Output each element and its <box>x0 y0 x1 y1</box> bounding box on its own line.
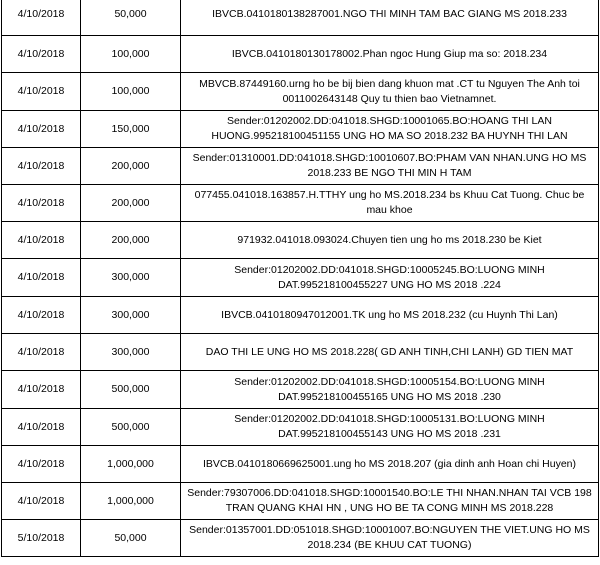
description-cell: IBVCB.0410180138287001.NGO THI MINH TAM BAC GIANG MS 2018.233 <box>181 0 599 36</box>
table-row <box>2 446 599 483</box>
description-cell: Sender:79307006.DD:041018.SHGD:10001540.BO:LE THI NHAN.NHAN TAI VCB 198 TRAN QUANG KHAI HN , UNG HO BE TA CONG MINH MS 2018.228 <box>181 483 599 520</box>
table-row <box>2 222 599 259</box>
description-cell: Sender:01357001.DD:051018.SHGD:10001007.BO:NGUYEN THE VIET.UNG HO MS 2018.234 (BE KHUU CAT TUONG) <box>181 520 599 557</box>
date-cell: 4/10/2018 <box>2 73 81 111</box>
description-cell: Sender:01310001.DD:041018.SHGD:10010607.BO:PHAM VAN NHAN.UNG HO MS 2018.233 BE NGO THI MIN H TAM <box>181 148 599 185</box>
description-cell: IBVCB.0410180130178002.Phan ngoc Hung Giup ma so: 2018.234 <box>181 36 599 73</box>
date-cell: 4/10/2018 <box>2 259 81 297</box>
date-cell: 4/10/2018 <box>2 185 81 222</box>
date-cell: 4/10/2018 <box>2 36 81 73</box>
amount-cell: 50,000 <box>81 520 181 557</box>
amount-cell: 300,000 <box>81 259 181 297</box>
table-row <box>2 483 599 520</box>
amount-cell: 150,000 <box>81 111 181 148</box>
amount-cell: 300,000 <box>81 334 181 371</box>
description-cell: Sender:01202002.DD:041018.SHGD:10005245.BO:LUONG MINH DAT.995218100455227 UNG HO MS 2018 .224 <box>181 259 599 297</box>
date-cell: 4/10/2018 <box>2 222 81 259</box>
amount-cell: 1,000,000 <box>81 446 181 483</box>
date-cell: 4/10/2018 <box>2 0 81 36</box>
description-cell: MBVCB.87449160.urng ho be bij bien dang khuon mat .CT tu Nguyen The Anh toi 0011002643148 Quy tu thien bao Vietnamnet. <box>181 73 599 111</box>
date-cell: 4/10/2018 <box>2 334 81 371</box>
amount-cell: 300,000 <box>81 297 181 334</box>
table-row <box>2 111 599 148</box>
amount-cell: 1,000,000 <box>81 483 181 520</box>
date-cell: 4/10/2018 <box>2 409 81 446</box>
description-cell: Sender:01202002.DD:041018.SHGD:10005131.BO:LUONG MINH DAT.995218100455143 UNG HO MS 2018 .231 <box>181 409 599 446</box>
date-cell: 5/10/2018 <box>2 520 81 557</box>
amount-cell: 500,000 <box>81 371 181 409</box>
date-cell: 4/10/2018 <box>2 483 81 520</box>
date-cell: 4/10/2018 <box>2 111 81 148</box>
date-cell: 4/10/2018 <box>2 371 81 409</box>
amount-cell: 100,000 <box>81 73 181 111</box>
description-cell: Sender:01202002.DD:041018.SHGD:10001065.BO:HOANG THI LAN HUONG.995218100451155 UNG HO MA SO 2018.232 BA HUYNH THI LAN <box>181 111 599 148</box>
description-cell: IBVCB.0410180669625001.ung ho MS 2018.207 (gia dinh anh Hoan chi Huyen) <box>181 446 599 483</box>
amount-cell: 100,000 <box>81 36 181 73</box>
table-row <box>2 0 599 36</box>
amount-cell: 200,000 <box>81 148 181 185</box>
amount-cell: 500,000 <box>81 409 181 446</box>
table-row <box>2 148 599 185</box>
table-row <box>2 36 599 73</box>
description-cell: 971932.041018.093024.Chuyen tien ung ho ms 2018.230 be Kiet <box>181 222 599 259</box>
table-row <box>2 334 599 371</box>
table-row <box>2 185 599 222</box>
amount-cell: 200,000 <box>81 185 181 222</box>
ledger-body <box>2 0 599 557</box>
table-row <box>2 520 599 557</box>
table-row <box>2 409 599 446</box>
table-row <box>2 297 599 334</box>
amount-cell: 50,000 <box>81 0 181 36</box>
description-cell: DAO THI LE UNG HO MS 2018.228( GD ANH TINH,CHI LANH) GD TIEN MAT <box>181 334 599 371</box>
description-cell: IBVCB.0410180947012001.TK ung ho MS 2018.232 (cu Huynh Thi Lan) <box>181 297 599 334</box>
donation-ledger-table <box>1 0 599 557</box>
date-cell: 4/10/2018 <box>2 148 81 185</box>
description-cell: Sender:01202002.DD:041018.SHGD:10005154.BO:LUONG MINH DAT.995218100455165 UNG HO MS 2018 .230 <box>181 371 599 409</box>
date-cell: 4/10/2018 <box>2 297 81 334</box>
description-cell: 077455.041018.163857.H.TTHY ung ho MS.2018.234 bs Khuu Cat Tuong. Chuc be mau khoe <box>181 185 599 222</box>
date-cell: 4/10/2018 <box>2 446 81 483</box>
table-row <box>2 73 599 111</box>
table-row <box>2 259 599 297</box>
table-row <box>2 371 599 409</box>
amount-cell: 200,000 <box>81 222 181 259</box>
